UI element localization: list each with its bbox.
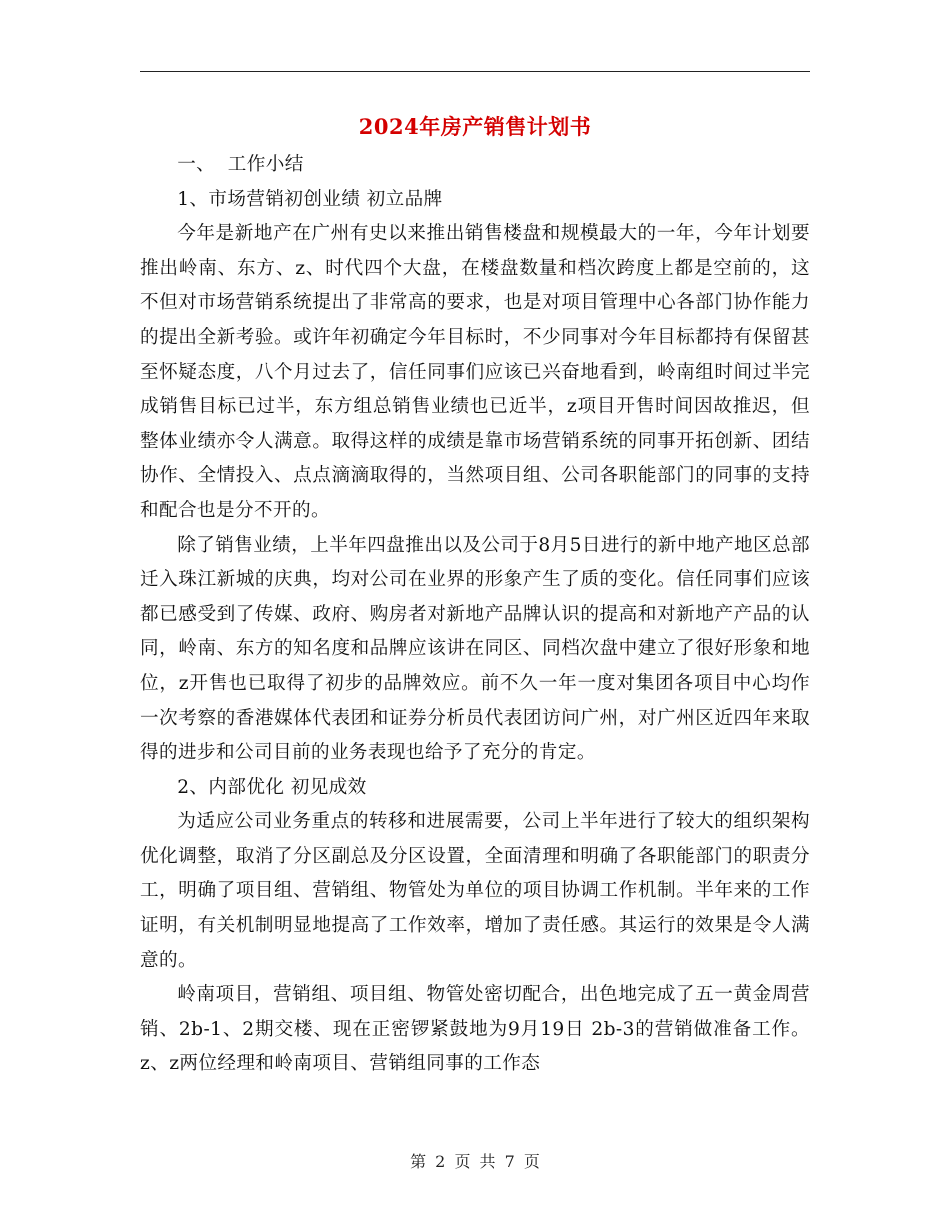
body-paragraph: 今年是新地产在广州有史以来推出销售楼盘和规模最大的一年，今年计划要推出岭南、东方、z、时代四个大盘，在楼盘数量和档次跨度上都是空前的，这不但对市场营销系统提出了非常高的要求，也是对项目管理中心各部门协作能力的提出全新考验。或许年初确定今年目标时，不少同事对今年目标都持有保留甚至怀疑态度，八个月过去了，信任同事们应该已兴奋地看到，岭南组时间过半完成销售目标已过半，东方组总销售业绩也已近半，z项目开售时间因故推迟，但整体业绩亦令人满意。取得这样的成绩是靠市场营销系统的同事开拓创新、团结协作、全情投入、点点滴滴取得的，当然项目组、公司各职能部门的同事的支持和配合也是分不开的。 <box>140 223 810 521</box>
page-number: 第 2 页 共 7 页 <box>410 1152 540 1171</box>
document-body <box>140 148 810 1082</box>
body-paragraph: 除了销售业绩，上半年四盘推出以及公司于8月5日进行的新中地产地区总部迁入珠江新城的庆典，均对公司在业界的形象产生了质的变化。信任同事们应该都已感受到了传媒、政府、购房者对新地产品牌认识的提高和对新地产产品的认同，岭南、东方的知名度和品牌应该讲在同区、同档次盘中建立了很好形象和地位，z开售也已取得了初步的品牌效应。前不久一年一度对集团各项目中心均作一次考察的香港媒体代表团和证券分析员代表团访问广州，对广州区近四年来取得的进步和公司目前的业务表现也给予了充分的肯定。 <box>140 534 810 764</box>
body-paragraph: 岭南项目，营销组、项目组、物管处密切配合，出色地完成了五一黄金周营销、2b-1、2期交楼、现在正密锣紧鼓地为9月19日 2b-3的营销做准备工作。z、z两位经理和岭南项目、营销组同事的工作态 <box>140 984 810 1075</box>
section-heading-summary: 一、 工作小结 <box>177 154 304 175</box>
body-paragraph: 为适应公司业务重点的转移和进展需要，公司上半年进行了较大的组织架构优化调整，取消了分区副总及分区设置，全面清理和明确了各职能部门的职责分工，明确了项目组、营销组、物管处为单位的项目协调工作机制。半年来的工作证明，有关机制明显地提高了工作效率，增加了责任感。其运行的效果是令人满意的。 <box>140 811 810 971</box>
document-title: 2024年房产销售计划书 <box>358 114 592 139</box>
header-rule <box>140 71 810 72</box>
subsection-heading-marketing: 1、市场营销初创业绩 初立品牌 <box>177 188 443 210</box>
subsection-heading-internal: 2、内部优化 初见成效 <box>177 776 367 798</box>
